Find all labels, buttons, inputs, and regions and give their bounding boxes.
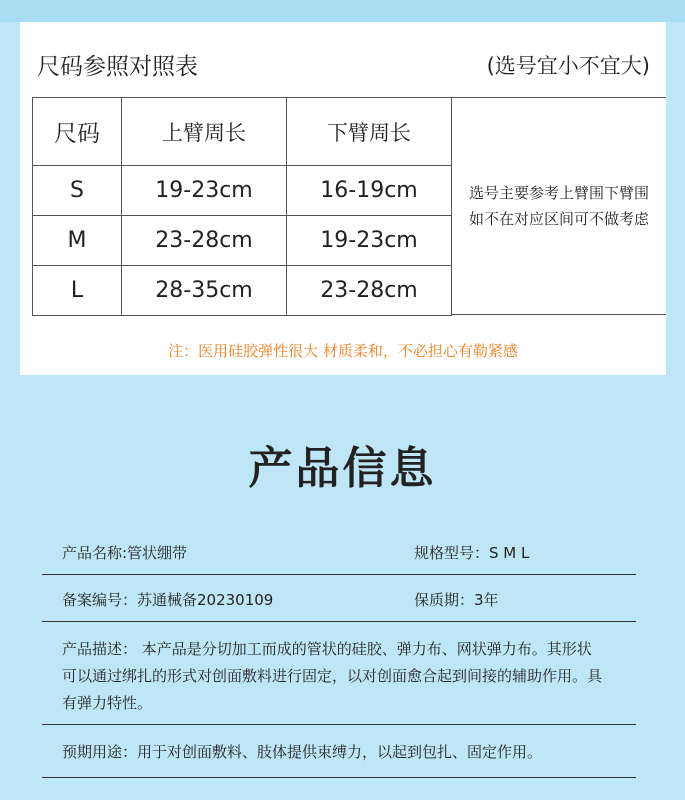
info-row-record-shelf	[42, 575, 636, 622]
size-chart-title: 尺码参照对照表	[37, 54, 198, 80]
info-row-description	[42, 622, 636, 725]
size-advice-note: (选号宜小不宜大)	[486, 54, 650, 78]
lower-arm-range: 19-23cm	[287, 216, 452, 266]
record-number: 备案编号：苏通械备20230109	[62, 591, 274, 609]
product-description: 产品描述： 本产品是分切加工而成的管状的硅胶、弹力布、网状弹力布。其形状可以通过绑扎的形式对创面敷料进行固定，以对创面愈合起到间接的辅助作用。具有弹力特性。	[62, 640, 603, 712]
material-note: 注：医用硅胶弹性很大 材质柔和，不必担心有勒紧感	[168, 342, 518, 360]
size-label: L	[33, 266, 122, 316]
product-spec: 规格型号：S M L	[414, 544, 530, 562]
lower-arm-range: 23-28cm	[287, 266, 452, 316]
product-info-heading: 产品信息	[248, 443, 437, 494]
size-row-s	[33, 166, 452, 216]
size-table	[32, 97, 452, 316]
info-row-usage	[42, 725, 636, 778]
size-row-l	[33, 266, 452, 316]
upper-arm-range: 23-28cm	[122, 216, 287, 266]
header-size: 尺码	[33, 98, 122, 166]
size-selection-note-box	[452, 97, 666, 315]
top-strip	[0, 0, 685, 22]
size-row-m	[33, 216, 452, 266]
header-upper-arm: 上臂周长	[122, 98, 287, 166]
upper-arm-range: 28-35cm	[122, 266, 287, 316]
intended-use: 预期用途：用于对创面敷料、肢体提供束缚力，以起到包扎、固定作用。	[62, 743, 543, 761]
product-name: 产品名称:管状绷带	[62, 544, 188, 562]
size-selection-note: 选号主要参考上臂围下臂围如不在对应区间可不做考虑	[469, 184, 650, 228]
size-chart-card	[20, 22, 666, 375]
size-label: M	[33, 216, 122, 266]
info-row-name-spec	[42, 528, 636, 575]
size-label: S	[33, 166, 122, 216]
upper-arm-range: 19-23cm	[122, 166, 287, 216]
shelf-life: 保质期：3年	[414, 591, 499, 609]
lower-arm-range: 16-19cm	[287, 166, 452, 216]
header-lower-arm: 下臂周长	[287, 98, 452, 166]
product-info-list	[42, 528, 636, 778]
size-table-header-row	[33, 98, 452, 166]
